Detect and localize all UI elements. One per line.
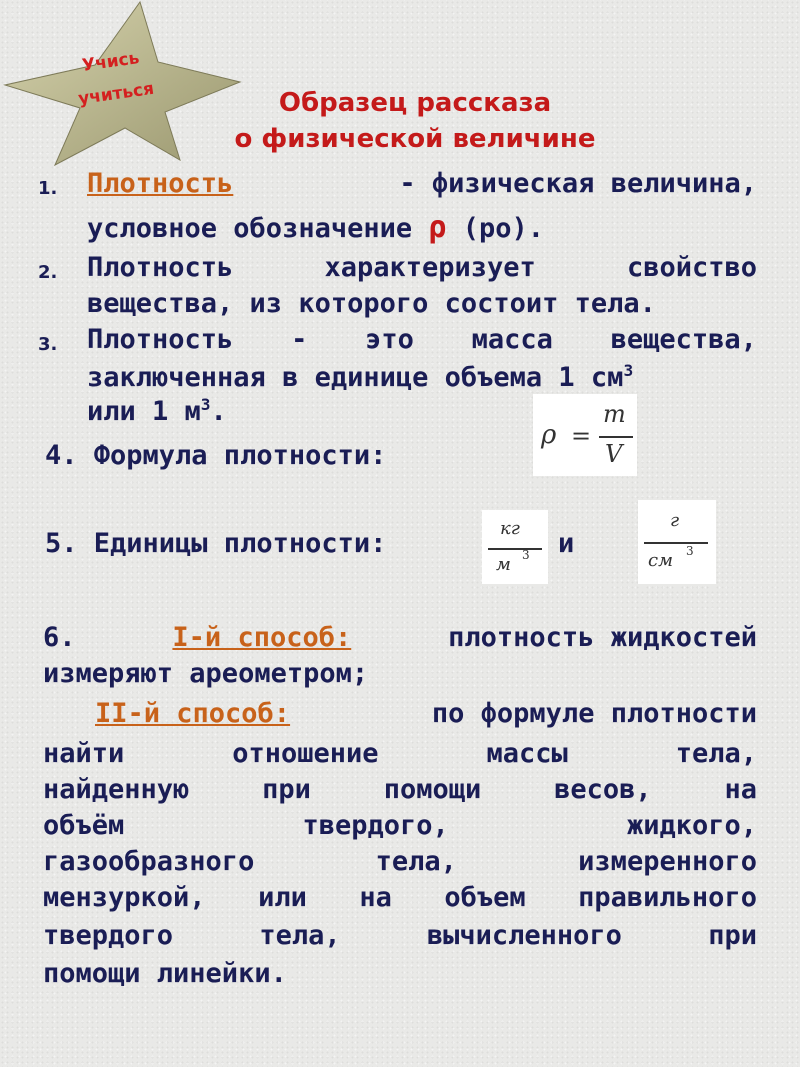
word: тела, bbox=[375, 846, 457, 877]
method2-line1: II-й способ: по формуле плотности bbox=[95, 698, 757, 729]
unit2-num: г bbox=[670, 510, 680, 531]
item1-line1 bbox=[87, 168, 757, 199]
method1-line1: 6. I-й способ: плотность жидкостей bbox=[43, 622, 757, 653]
word: - bbox=[291, 324, 308, 355]
word: отношение bbox=[232, 738, 379, 769]
method2-text-line bbox=[43, 846, 757, 877]
item1-line1-rest: - физическая величина, bbox=[399, 168, 757, 199]
word: правильного bbox=[578, 882, 757, 913]
item1-term: Плотность bbox=[87, 168, 234, 199]
word: массы bbox=[486, 738, 568, 769]
unit2-bar bbox=[644, 542, 708, 544]
title-line1: Образец рассказа bbox=[278, 88, 552, 118]
unit1-den: м bbox=[496, 554, 511, 575]
word: твердого, bbox=[302, 810, 449, 841]
method2-text-line bbox=[43, 738, 757, 769]
formula-lhs: ρ bbox=[541, 420, 557, 450]
unit2-sup: 3 bbox=[686, 544, 694, 558]
item1-line2: условное обозначение ρ (ро). bbox=[87, 210, 544, 245]
word: мензуркой, bbox=[43, 882, 206, 913]
word: тела, bbox=[259, 920, 341, 951]
method1-line2: измеряют ареометром; bbox=[43, 658, 369, 689]
unit2-den: см bbox=[648, 550, 674, 571]
word: при bbox=[262, 774, 311, 805]
word: объем bbox=[444, 882, 526, 913]
formula-bar bbox=[599, 436, 633, 438]
word: помощи bbox=[383, 774, 482, 805]
item3-line2: заключенная в единице объема 1 $см^3$ bbox=[87, 361, 634, 393]
unit-g-cm3 bbox=[638, 500, 716, 584]
method2-label: II-й способ: bbox=[95, 698, 291, 729]
rho-symbol: ρ bbox=[428, 210, 447, 245]
item3-line1 bbox=[87, 324, 757, 355]
word: Плотность bbox=[87, 252, 234, 283]
word: найденную bbox=[43, 774, 190, 805]
word: это bbox=[365, 324, 414, 355]
method2-text-line bbox=[43, 882, 757, 913]
formula-num: m bbox=[603, 400, 626, 428]
method2-text-line bbox=[43, 920, 757, 951]
word: объём bbox=[43, 810, 125, 841]
word: или bbox=[258, 882, 307, 913]
word: вещества, bbox=[610, 324, 757, 355]
word: газообразного bbox=[43, 846, 255, 877]
badge-line2: учиться bbox=[76, 78, 156, 110]
formula-eq: = bbox=[571, 422, 592, 450]
item3-number: 3. bbox=[38, 334, 58, 355]
title-line2: о физической величине bbox=[234, 124, 596, 154]
word: масса bbox=[471, 324, 553, 355]
word: Плотность bbox=[87, 324, 234, 355]
item2-number: 2. bbox=[38, 262, 58, 283]
unit-kg-m3 bbox=[482, 510, 548, 584]
unit1-sup: 3 bbox=[522, 548, 530, 562]
method2-text-line bbox=[43, 810, 757, 841]
word: жидкого, bbox=[626, 810, 757, 841]
word: твердого bbox=[43, 920, 174, 951]
unit1-num: кг bbox=[500, 518, 520, 539]
word: тела, bbox=[675, 738, 757, 769]
word: измеренного bbox=[578, 846, 757, 877]
method2-text-line: помощи линейки. bbox=[43, 958, 287, 989]
item3-line3: или 1 $м^3$. bbox=[87, 395, 227, 427]
item1-number: 1. bbox=[38, 178, 58, 199]
word: характеризует bbox=[324, 252, 536, 283]
item2-line1 bbox=[87, 252, 757, 283]
density-formula bbox=[533, 394, 637, 476]
item2-line2: вещества, из которого состоит тела. bbox=[87, 288, 656, 319]
word: вычисленного bbox=[426, 920, 622, 951]
unit1-bar bbox=[488, 548, 542, 550]
badge-line1: Учись bbox=[80, 48, 141, 76]
method2-text-line bbox=[43, 774, 757, 805]
word: найти bbox=[43, 738, 125, 769]
word: на bbox=[359, 882, 392, 913]
units-and: и bbox=[558, 528, 575, 559]
method1-label: I-й способ: bbox=[172, 622, 352, 653]
formula-label: 4. Формула плотности: bbox=[45, 440, 387, 471]
formula-den: V bbox=[605, 440, 623, 468]
word: при bbox=[708, 920, 757, 951]
word: весов, bbox=[554, 774, 652, 805]
word: на bbox=[724, 774, 757, 805]
units-label: 5. Единицы плотности: bbox=[45, 528, 387, 559]
word: свойство bbox=[626, 252, 757, 283]
